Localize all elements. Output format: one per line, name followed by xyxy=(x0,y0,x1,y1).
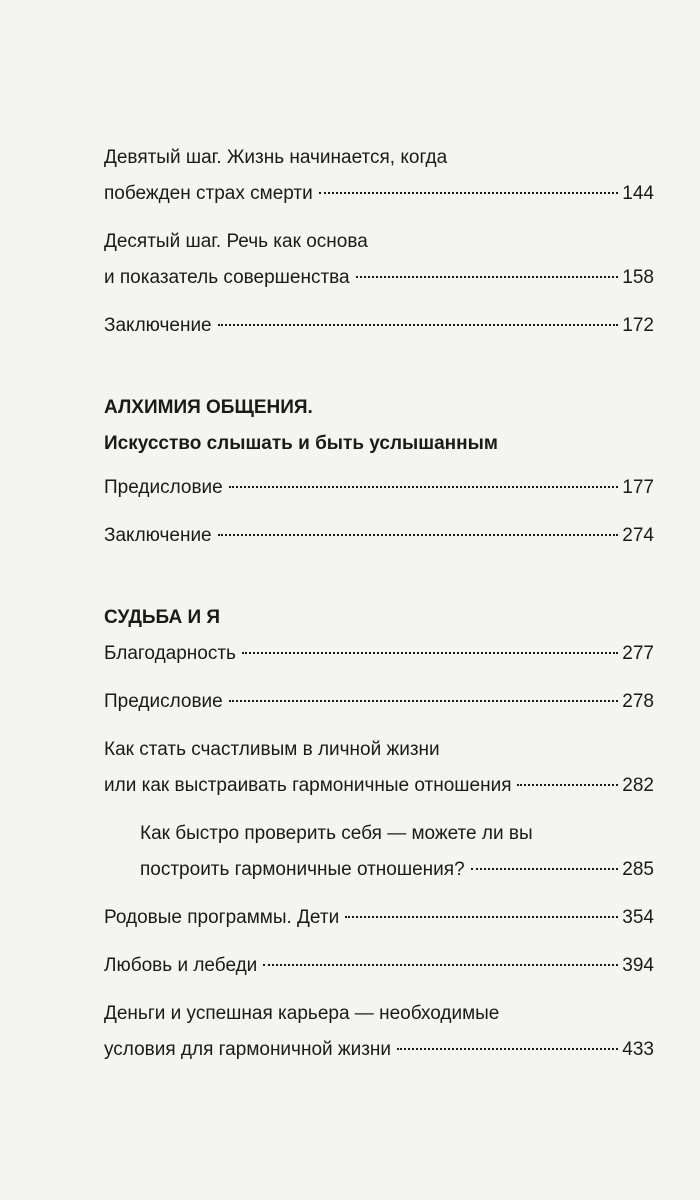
page-number: 277 xyxy=(622,643,654,664)
dot-leader xyxy=(263,964,618,966)
dot-leader xyxy=(242,652,618,654)
page-number: 158 xyxy=(622,267,654,288)
dot-leader xyxy=(319,192,619,194)
toc-entry-title: или как выстраивать гармоничные отношения xyxy=(104,775,512,796)
toc-entry-line xyxy=(104,684,654,720)
toc-entry-line xyxy=(140,816,654,852)
toc-entry-line xyxy=(104,732,654,768)
toc-entry[interactable] xyxy=(104,518,654,554)
toc-entry[interactable] xyxy=(104,140,654,212)
table-of-contents xyxy=(104,140,654,1080)
toc-entry-line xyxy=(104,140,654,176)
toc-entry-line xyxy=(104,470,654,506)
toc-entry-title: Как быстро проверить себя — можете ли вы xyxy=(140,823,533,844)
dot-leader xyxy=(397,1048,618,1050)
page-number: 144 xyxy=(622,183,654,204)
toc-entry-line xyxy=(104,308,654,344)
toc-entry-title: побежден страх смерти xyxy=(104,183,313,204)
toc-entry-title: Любовь и лебеди xyxy=(104,955,258,976)
toc-entry-title: Как стать счастливым в личной жизни xyxy=(104,739,440,760)
toc-entry-line xyxy=(104,260,654,296)
toc-entry-title: Предисловие xyxy=(104,477,223,498)
toc-entry-line xyxy=(104,900,654,936)
section-subtitle: Искусство слышать и быть услышанным xyxy=(104,433,498,454)
toc-entry[interactable] xyxy=(104,732,654,804)
dot-leader xyxy=(345,916,618,918)
page-number: 433 xyxy=(622,1039,654,1060)
page-number: 282 xyxy=(622,775,654,796)
toc-entry-line xyxy=(104,636,654,672)
toc-entry-title: Заключение xyxy=(104,525,212,546)
toc-entry-line xyxy=(104,948,654,984)
toc-entry-line xyxy=(104,996,654,1032)
toc-entry-line xyxy=(104,768,654,804)
toc-entry[interactable] xyxy=(104,636,654,672)
toc-entry[interactable] xyxy=(104,996,654,1068)
toc-entry[interactable] xyxy=(104,684,654,720)
page-number: 177 xyxy=(622,477,654,498)
toc-entry-title: условия для гармоничной жизни xyxy=(104,1039,392,1060)
toc-entry[interactable] xyxy=(104,470,654,506)
page-number: 278 xyxy=(622,691,654,712)
toc-entry[interactable] xyxy=(104,224,654,296)
toc-entry-line xyxy=(140,852,654,888)
section-title: СУДЬБА И Я xyxy=(104,607,221,628)
toc-entry[interactable] xyxy=(104,900,654,936)
toc-entry[interactable] xyxy=(104,308,654,344)
dot-leader xyxy=(356,276,619,278)
toc-section xyxy=(104,390,654,554)
toc-entry[interactable] xyxy=(104,948,654,984)
dot-leader xyxy=(471,868,619,870)
toc-entry-title: Благодарность xyxy=(104,643,236,664)
page-number: 285 xyxy=(622,859,654,880)
toc-entry-title: построить гармоничные отношения? xyxy=(140,859,465,880)
toc-entry-title: Предисловие xyxy=(104,691,223,712)
toc-entry-title: Родовые программы. Дети xyxy=(104,907,340,928)
dot-leader xyxy=(229,486,619,488)
dot-leader xyxy=(229,700,619,702)
toc-entry-line xyxy=(104,176,654,212)
page-number: 354 xyxy=(622,907,654,928)
dot-leader xyxy=(218,324,619,326)
page-number: 172 xyxy=(622,315,654,336)
page-number: 274 xyxy=(622,525,654,546)
toc-entry-title: Деньги и успешная карьера — необходимые xyxy=(104,1003,500,1024)
section-title: АЛХИМИЯ ОБЩЕНИЯ. xyxy=(104,397,313,418)
dot-leader xyxy=(218,534,619,536)
toc-section xyxy=(104,140,654,344)
toc-entry-line xyxy=(104,224,654,260)
toc-entry-title: и показатель совершенства xyxy=(104,267,350,288)
toc-entry-title: Десятый шаг. Речь как основа xyxy=(104,231,368,252)
page-number: 394 xyxy=(622,955,654,976)
toc-entry-title: Заключение xyxy=(104,315,212,336)
toc-entry-line xyxy=(104,1032,654,1068)
toc-entry-title: Девятый шаг. Жизнь начинается, когда xyxy=(104,147,448,168)
toc-entry[interactable] xyxy=(104,816,654,888)
dot-leader xyxy=(517,784,618,786)
toc-entry-line xyxy=(104,518,654,554)
toc-section xyxy=(104,600,654,1068)
